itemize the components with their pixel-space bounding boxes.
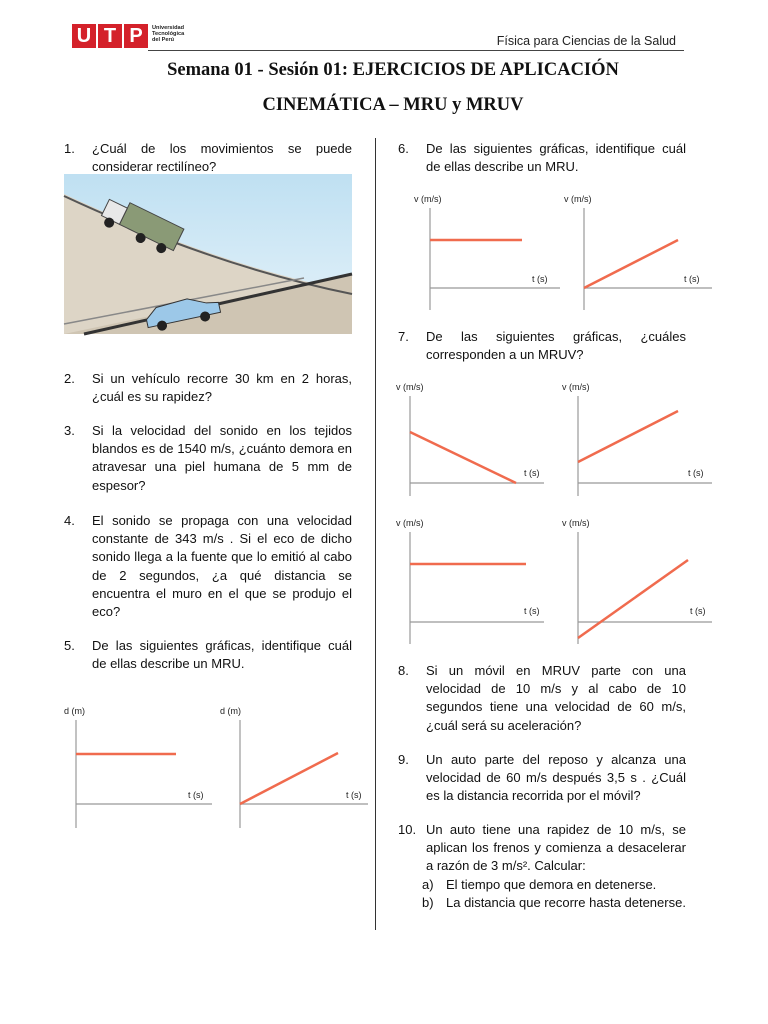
- graph-q7-v-increasing-negative: [562, 516, 722, 646]
- axis-label-x: t (s): [688, 468, 704, 478]
- q10-subitems: [422, 876, 686, 912]
- subitem-label: a): [422, 876, 434, 892]
- axis-label-x: t (s): [532, 274, 548, 284]
- logo-letter-u: U: [72, 24, 96, 48]
- axis-label-x: t (s): [188, 790, 204, 800]
- question-text: De las siguientes gráficas, identifique cuál de ellas describe un MRU.: [92, 638, 352, 672]
- question-text: Si un vehículo recorre 30 km en 2 horas, ¿cuál es su rapidez?: [92, 371, 352, 405]
- axis-label-y: v (m/s): [396, 382, 424, 392]
- graph-q5-d-linear: [220, 704, 370, 829]
- question-6: [398, 140, 686, 176]
- axis-label-x: t (s): [346, 790, 362, 800]
- subitem-label: b): [422, 894, 434, 910]
- question-number: 1.: [64, 141, 75, 156]
- incline-illustration: [64, 174, 352, 334]
- question-4: [64, 512, 352, 621]
- logo-letter-p: P: [124, 24, 148, 48]
- question-text: Un auto tiene una rapidez de 10 m/s, se aplican los frenos y comienza a desacelerar a razón de 3 m/s². Calcular:: [426, 822, 686, 874]
- logo-text-line: del Perú: [152, 37, 175, 44]
- header-divider: [148, 50, 684, 51]
- question-8: [398, 662, 686, 735]
- logo-text-line: Universidad: [152, 25, 185, 31]
- question-number: 4.: [64, 513, 75, 528]
- question-number: 2.: [64, 371, 75, 386]
- question-9: [398, 751, 686, 806]
- question-number: 9.: [398, 752, 409, 767]
- question-number: 7.: [398, 329, 409, 344]
- question-text: El sonido se propaga con una velocidad constante de 343 m/s . Si el eco de dicho sonido llega a la fuente que lo emitió al cabo de 2 segundos, ¿a qué distancia se encuentra el muro en el que se produjo el eco?: [92, 513, 352, 620]
- axis-label-y: v (m/s): [562, 382, 590, 392]
- graph-q7-v-decreasing: [396, 380, 556, 498]
- q10-subitem-a: [422, 876, 686, 894]
- axis-label-y: d (m): [64, 706, 85, 716]
- question-3: [64, 422, 352, 495]
- question-text: Un auto parte del reposo y alcanza una velocidad de 60 m/s después 3,5 s . ¿Cuál es la distancia recorrida por el móvil?: [426, 752, 686, 804]
- header-subject: Física para Ciencias de la Salud: [496, 34, 676, 48]
- graph-q7-v-increasing-offset: [562, 380, 722, 498]
- axis-label-y: v (m/s): [562, 518, 590, 528]
- graph-q6-v-linear: [564, 192, 714, 312]
- data-line: [578, 411, 678, 462]
- graph-q7-v-constant: [396, 516, 556, 646]
- logo-university-name: [152, 25, 184, 44]
- data-line: [578, 560, 688, 638]
- data-line: [584, 240, 678, 288]
- axis-label-x: t (s): [524, 606, 540, 616]
- question-2: [64, 370, 352, 406]
- question-5: [64, 637, 352, 673]
- column-divider: [375, 138, 376, 930]
- subitem-text: La distancia que recorre hasta detenerse.: [446, 894, 686, 910]
- axis-label-y: d (m): [220, 706, 241, 716]
- graph-q5-d-constant: [64, 704, 214, 829]
- question-text: ¿Cuál de los movimientos se puede considerar rectilíneo?: [92, 141, 352, 175]
- axis-label-y: v (m/s): [414, 194, 442, 204]
- question-number: 10.: [398, 822, 417, 837]
- graph-q6-v-constant: [414, 192, 564, 312]
- data-line: [240, 753, 338, 804]
- q10-subitem-b: [422, 894, 686, 912]
- page-title: Semana 01 - Sesión 01: EJERCICIOS DE APLICACIÓN: [167, 60, 619, 80]
- question-7: [398, 328, 686, 364]
- question-text: Si un móvil en MRUV parte con una velocidad de 10 m/s y al cabo de 10 segundos tiene una velocidad de 60 m/s, ¿cuál será su aceleración?: [426, 663, 686, 733]
- question-number: 5.: [64, 638, 75, 653]
- axis-label-x: t (s): [524, 468, 540, 478]
- question-number: 6.: [398, 141, 409, 156]
- question-number: 3.: [64, 423, 75, 438]
- axis-label-x: t (s): [684, 274, 700, 284]
- axis-label-x: t (s): [690, 606, 706, 616]
- question-text: Si la velocidad del sonido en los tejidos blandos es de 1540 m/s, ¿cuánto demora en atravesar una piel humana de 5 mm de espesor?: [92, 423, 352, 493]
- question-10: [398, 821, 686, 912]
- subitem-text: El tiempo que demora en detenerse.: [446, 876, 657, 892]
- page-subtitle: CINEMÁTICA – MRU y MRUV: [262, 95, 524, 115]
- logo-text-line: Tecnológica: [152, 31, 185, 38]
- logo-letter-t: T: [98, 24, 122, 48]
- question-1: [64, 140, 352, 176]
- question-text: De las siguientes gráficas, identifique cuál de ellas describe un MRU.: [426, 141, 686, 175]
- question-text: De las siguientes gráficas, ¿cuáles corresponden a un MRUV?: [426, 329, 686, 363]
- axis-label-y: v (m/s): [396, 518, 424, 528]
- question-number: 8.: [398, 663, 409, 678]
- data-line: [410, 432, 516, 483]
- axis-label-y: v (m/s): [564, 194, 592, 204]
